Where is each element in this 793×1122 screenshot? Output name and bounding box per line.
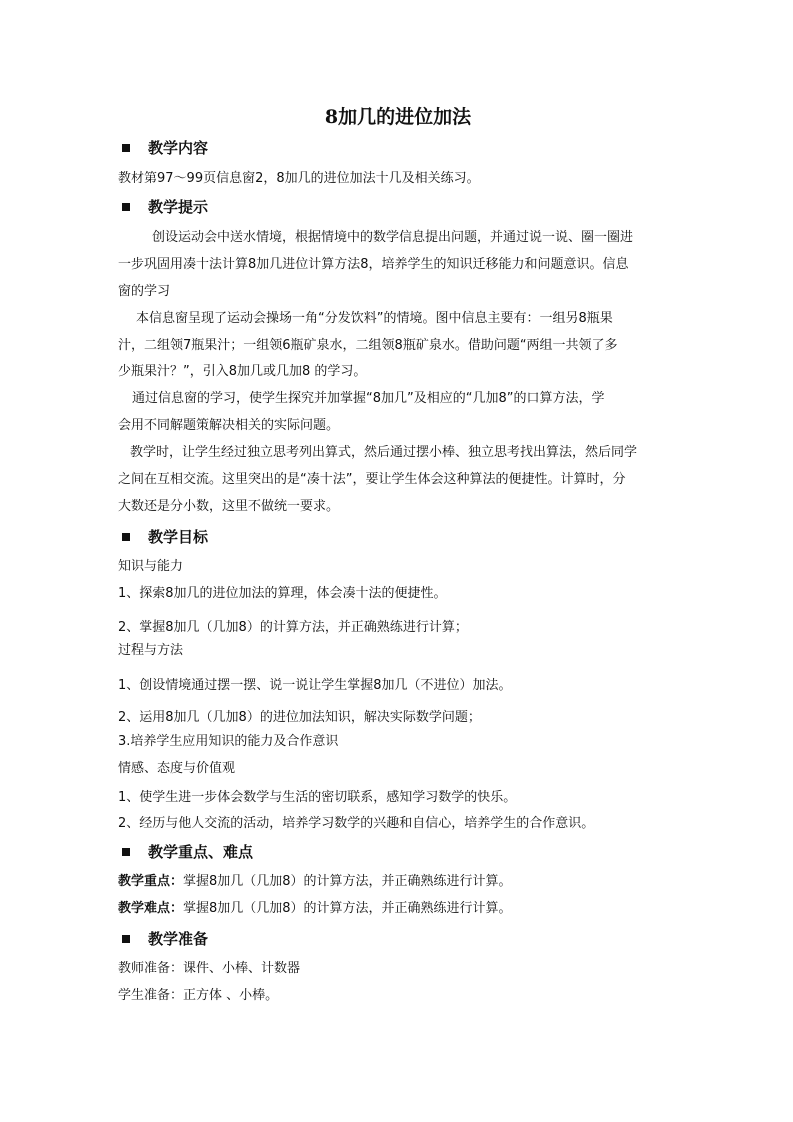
section-heading-hints: 教学提示 <box>118 196 208 218</box>
difficulty-text: 掌握8加几（几加8）的计算方法，并正确熟练进行计算。 <box>183 901 512 916</box>
hints-paragraph-1-line-3: 窗的学习 <box>118 284 171 299</box>
hints-paragraph-1-line-1: 创设运动会中送水情境，根据情境中的数学信息提出问题，并通过说一说、圈一圈进 <box>152 230 634 245</box>
hints-paragraph-1-line-2: 一步巩固用凑十法计算8加几进位计算方法8，培养学生的知识迁移能力和问题意识。信息 <box>118 257 629 272</box>
section-heading-keypoints: 教学重点、难点 <box>118 841 253 863</box>
square-bullet-icon <box>122 144 130 152</box>
goals-knowledge-item-1: 1、探索8加几的进位加法的算理，体会凑十法的便捷性。 <box>118 586 447 601</box>
prep-teacher: 教师准备：课件、小棒、计数器 <box>118 961 301 976</box>
hints-paragraph-3-line-2: 会用不同解题策解决相关的实际问题。 <box>118 418 340 433</box>
section-heading-prep: 教学准备 <box>118 928 208 950</box>
goals-subheading-attitude: 情感、态度与价值观 <box>118 761 236 776</box>
square-bullet-icon <box>122 848 130 856</box>
hints-paragraph-2-line-1: 本信息窗呈现了运动会操场一角“分发饮料”的情境。图中信息主要有：一组另8瓶果 <box>136 311 613 326</box>
goals-knowledge-item-2: 2、掌握8加几（几加8）的计算方法，并正确熟练进行计算； <box>118 620 468 635</box>
hints-paragraph-4-line-1: 教学时，让学生经过独立思考列出算式，然后通过摆小棒、独立思考找出算法，然后同学 <box>130 445 638 460</box>
square-bullet-icon <box>122 203 130 211</box>
difficulty-line <box>118 899 678 919</box>
document-title: 8加几的进位加法 <box>324 106 472 128</box>
goals-process-item-3: 3.培养学生应用知识的能力及合作意识 <box>118 734 339 749</box>
hints-paragraph-2-line-3: 少瓶果汁？”，引入8加几或几加8 的学习。 <box>118 364 367 379</box>
content-text: 教材第97～99页信息窗2，8加几的进位加法十几及相关练习。 <box>118 171 480 186</box>
section-heading-content: 教学内容 <box>118 137 208 159</box>
goals-attitude-item-1: 1、使学生进一步体会数学与生活的密切联系，感知学习数学的快乐。 <box>118 790 517 805</box>
prep-student: 学生准备：正方体 、小棒。 <box>118 988 279 1003</box>
goals-process-item-1: 1、创设情境通过摆一摆、说一说让学生掌握8加几（不进位）加法。 <box>118 678 512 693</box>
keypoint-line <box>118 872 678 892</box>
square-bullet-icon <box>122 533 130 541</box>
hints-paragraph-2-line-2: 汁，二组领7瓶果汁；一组领6瓶矿泉水，二组领8瓶矿泉水。借助问题“两组一共领了多 <box>118 338 618 353</box>
keypoint-label: 教学重点： <box>118 874 184 889</box>
goals-subheading-knowledge: 知识与能力 <box>118 559 184 574</box>
square-bullet-icon <box>122 935 130 943</box>
goals-subheading-process: 过程与方法 <box>118 643 184 658</box>
goals-process-item-2: 2、运用8加几（几加8）的进位加法知识，解决实际数学问题； <box>118 710 481 725</box>
hints-paragraph-3-line-1: 通过信息窗的学习，使学生探究并加掌握“8加几”及相应的“几加8”的口算方法，学 <box>132 391 605 406</box>
hints-paragraph-4-line-2: 之间在互相交流。这里突出的是“凑十法”，要让学生体会这种算法的便捷性。计算时，分 <box>118 472 626 487</box>
hints-paragraph-4-line-3: 大数还是分小数，这里不做统一要求。 <box>118 499 340 514</box>
difficulty-label: 教学难点： <box>118 901 184 916</box>
section-heading-goals: 教学目标 <box>118 526 208 548</box>
goals-attitude-item-2: 2、经历与他人交流的活动，培养学习数学的兴趣和自信心，培养学生的合作意识。 <box>118 816 595 831</box>
keypoint-text: 掌握8加几（几加8）的计算方法，并正确熟练进行计算。 <box>183 874 512 889</box>
